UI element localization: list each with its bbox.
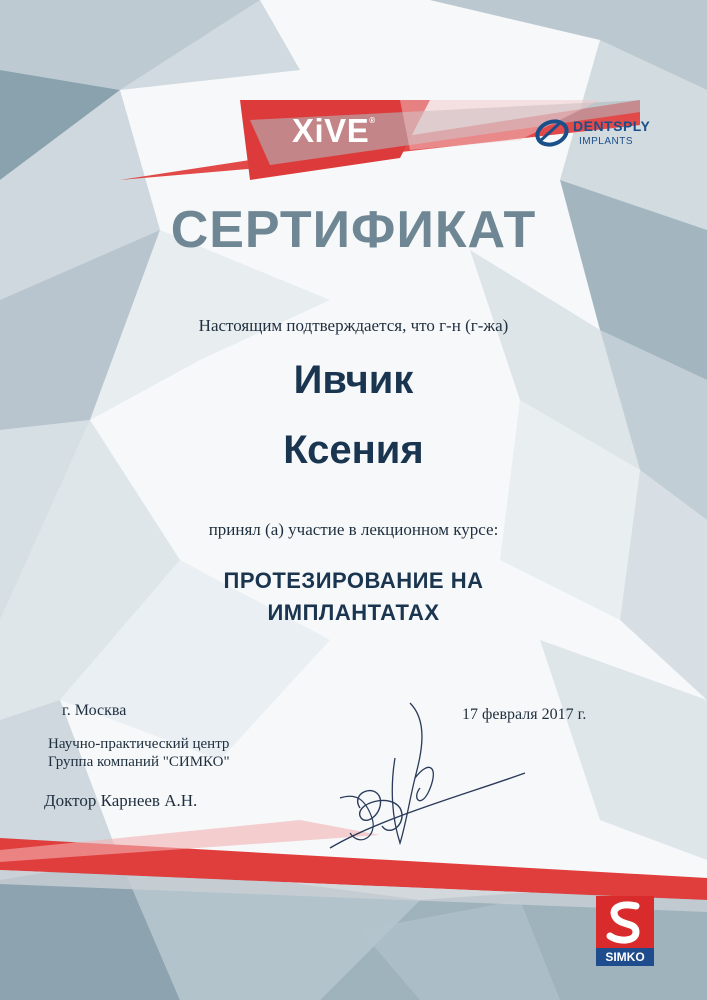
xive-logo-text: XiVE [292, 112, 370, 149]
recipient-surname: Ивчик [293, 358, 414, 402]
confirmation-text: Настоящим подтверждается, что г-н (г-жа) [198, 316, 509, 335]
city: г. Москва [62, 702, 127, 719]
xive-reg-mark: ® [369, 116, 376, 125]
certificate-title: СЕРТИФИКАТ [170, 201, 537, 259]
course-title-line2: ИМПЛАНТАТАХ [267, 600, 440, 625]
course-title-line1: ПРОТЕЗИРОВАНИЕ НА [223, 568, 484, 593]
handwritten-signature [320, 698, 530, 868]
issue-date: 17 февраля 2017 г. [462, 706, 587, 723]
implants-name: IMPLANTS [579, 136, 634, 147]
organization-line2: Группа компаний "СИМКО" [48, 754, 230, 770]
simko-logo-text: SIMKO [596, 948, 654, 966]
recipient-first-name: Ксения [283, 428, 424, 472]
organization-line1: Научно-практический центр [48, 736, 230, 752]
doctor-name: Доктор Карнеев А.Н. [44, 791, 198, 810]
simko-logo [596, 896, 654, 966]
xive-logo [292, 112, 376, 150]
dentsply-name: DENTSPLY [573, 118, 651, 134]
dentsply-implants-logo [535, 112, 665, 154]
dentsply-swoosh-icon [535, 118, 569, 148]
participation-text: принял (а) участие в лекционном курсе: [208, 520, 499, 539]
simko-mark-icon [596, 896, 654, 948]
